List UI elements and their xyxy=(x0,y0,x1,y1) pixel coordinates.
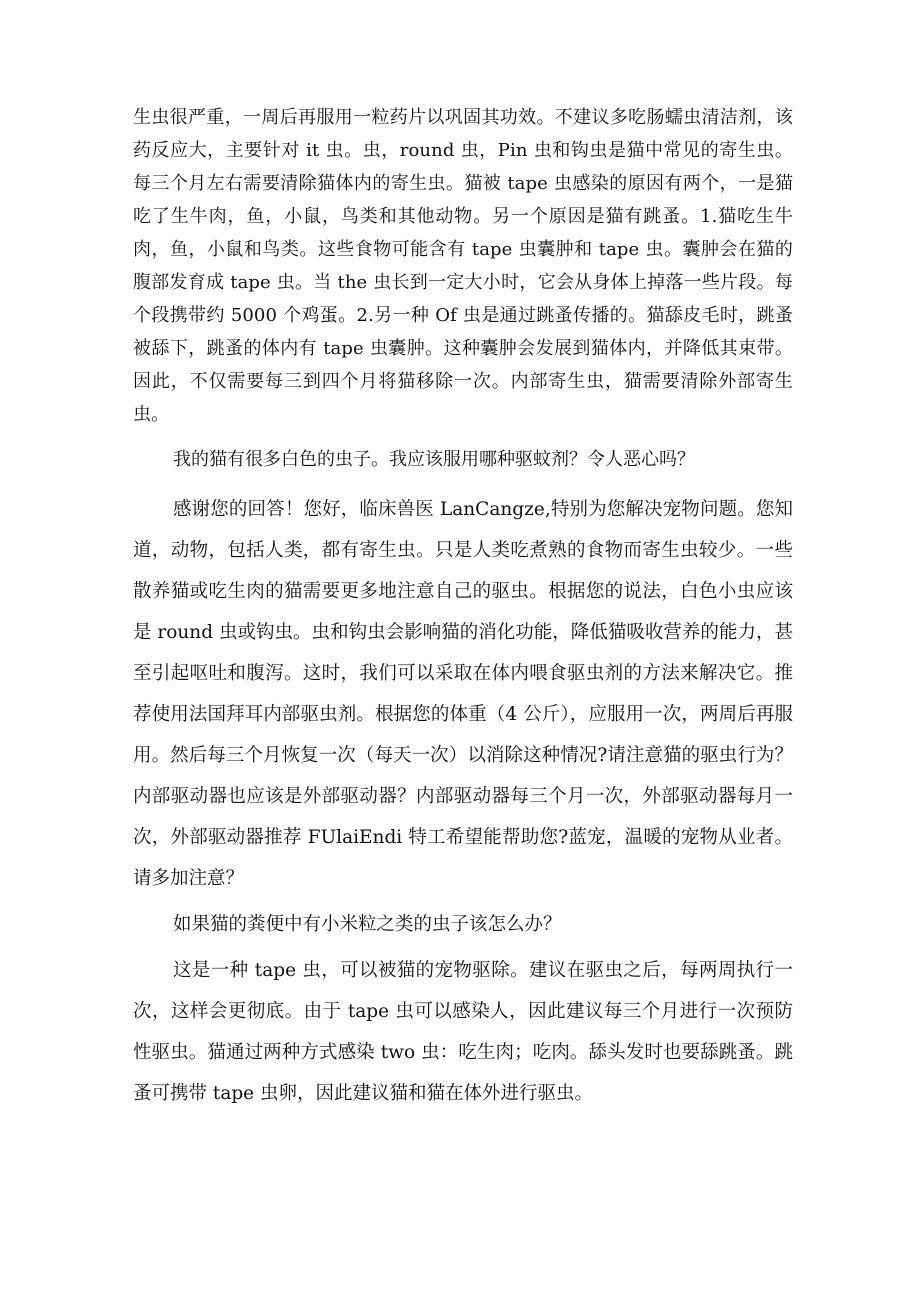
question-white-worms: 我的猫有很多白色的虫子。我应该服用哪种驱蚊剂？令人恶心吗？ xyxy=(173,449,695,470)
document-body xyxy=(133,101,793,1114)
paragraph-deworming-intro: 生虫很严重，一周后再服用一粒药片以巩固其功效。不建议多吃肠蠕虫清洁剂，该药反应大，主要针对 it 虫。虫，round 虫，Pin 虫和钩虫是猫中常见的寄生虫。每三个月左右需要清除猫体内的寄生虫。猫被 tape 虫感染的原因有两个，一是猫吃了生牛肉，鱼，小鼠，鸟类和其他动物。另一个原因是猫有跳蚤。1.猫吃生牛肉，鱼，小鼠和鸟类。这些食物可能含有 tape 虫囊肿和 tape 虫。囊肿会在猫的腹部发育成 tape 虫。当 the 虫长到一定大小时，它会从身体上掉落一些片段。每个段携带约 5000 个鸡蛋。2.另一种 Of 虫是通过跳蚤传播的。猫舔皮毛时，跳蚤被舔下，跳蚤的体内有 tape 虫囊肿。这种囊肿会发展到猫体内，并降低其束带。因此，不仅需要每三到四个月将猫移除一次。内部寄生虫，猫需要清除外部寄生虫。 xyxy=(133,107,793,425)
answer-tapeworm: 这是一种 tape 虫，可以被猫的宠物驱除。建议在驱虫之后，每两周执行一次，这样会更彻底。由于 tape 虫可以感染人，因此建议每三个月进行一次预防性驱虫。猫通过两种方式感染 two 虫：吃生肉；吃肉。舔头发时也要舔跳蚤。跳蚤可携带 tape 虫卵，因此建议猫和猫在体外进行驱虫。 xyxy=(133,960,793,1104)
question-millet-worms: 如果猫的粪便中有小米粒之类的虫子该怎么办？ xyxy=(173,914,562,935)
answer-vet-reply: 感谢您的回答！您好，临床兽医 LanCangze,特别为您解决宠物问题。您知道，动物，包括人类，都有寄生虫。只是人类吃煮熟的食物而寄生虫较少。一些散养猫或吃生肉的猫需要更多地注意自己的驱虫。根据您的说法，白色小虫应该是 round 虫或钩虫。虫和钩虫会影响猫的消化功能，降低猫吸收营养的能力，甚至引起呕吐和腹泻。这时，我们可以采取在体内喂食驱虫剂的方法来解决它。推荐使用法国拜耳内部驱虫剂。根据您的体重（4 公斤），应服用一次，两周后再服用。然后每三个月恢复一次（每天一次）以消除这种情况?请注意猫的驱虫行为？内部驱动器也应该是外部驱动器？内部驱动器每三个月一次，外部驱动器每月一次，外部驱动器推荐 FUlaiEndi 特工希望能帮助您?蓝宠，温暖的宠物从业者。请多加注意？ xyxy=(133,499,793,889)
